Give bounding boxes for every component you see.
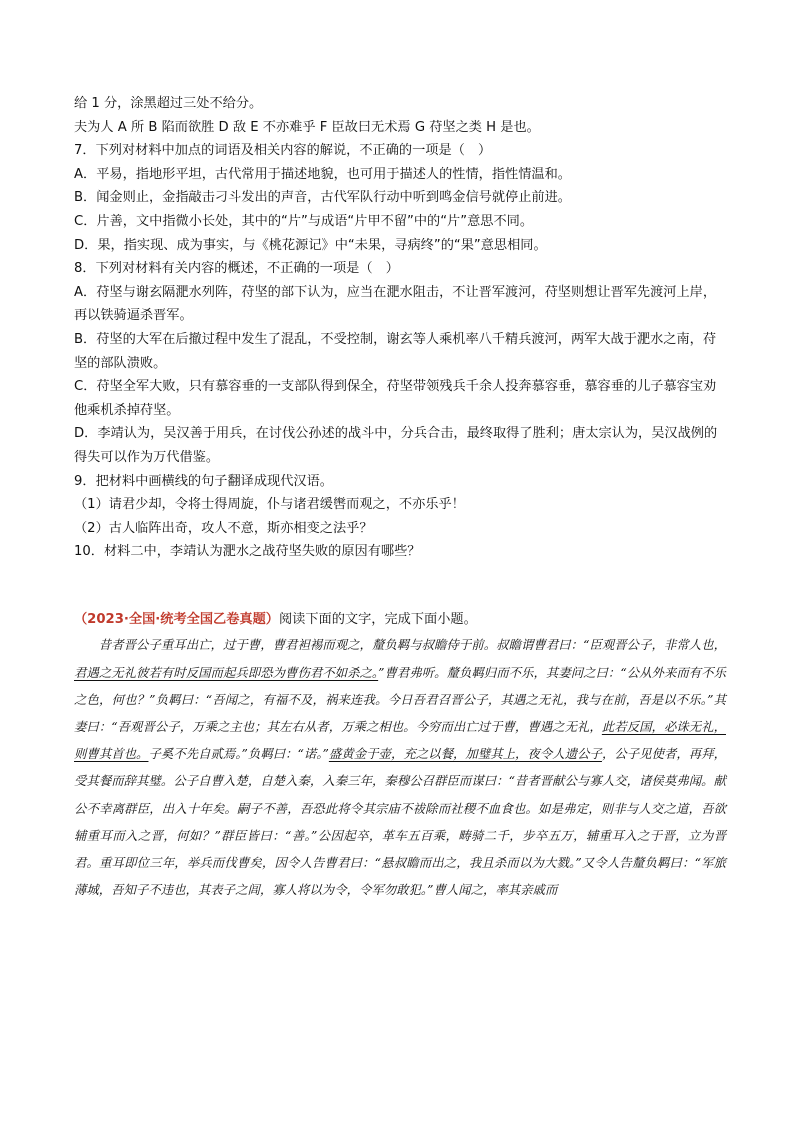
underlined-sentence-1: 君遇之无礼彼若有时反国而起兵即恐为曹伤君不如杀之。	[74, 664, 379, 680]
question-8-option-c: C．苻坚全军大败，只有慕容垂的一支部队得到保全，苻坚带领残兵千余人投奔慕容垂，慕容垂的儿子慕容宝劝他乘机杀掉苻坚。	[74, 379, 717, 418]
question-8-option-d: D．李靖认为，吴汉善于用兵，在讨伐公孙述的战斗中，分兵合击，最终取得了胜利；唐太宗认为，吴汉战例的得失可以作为万代借鉴。	[74, 426, 718, 465]
section-gap	[74, 564, 726, 608]
question-7-option-c: C．片善，文中指微小长处，其中的“片”与成语“片甲不留”中的“片”意思不同。	[74, 213, 534, 229]
question-7-option-b: B．闻金则止，金指敲击刁斗发出的声音，古代军队行动中听到鸣金信号就停止前进。	[74, 190, 571, 206]
source-line	[74, 608, 726, 632]
question-8-option-a: A．苻坚与谢玄隔淝水列阵，苻坚的部下认为，应当在淝水阻击，不让晋军渡河，苻坚则想让晋军先渡河上岸，再以铁骑逼杀晋军。	[74, 284, 717, 324]
passage-text-2: ”曹君弗听。釐负羁归而不乐，其妻问之曰：“公从外来而有不乐之色，何也？”负羁曰：“吾闻之，有福不及，祸来连我。今日吾君召晋公子，其遇之无礼，我与在前，吾是以不乐。”其妻曰：“吾观晋公子，万乘之主也；其左右从者，万乘之相也。今穷而出亡过于曹，曹遇之无礼，	[74, 664, 726, 735]
question-8-option-b: B．苻坚的大军在后撤过程中发生了混乱，不受控制，谢玄等人乘机率八千精兵渡河，两军大战于淝水之南，苻坚的部队溃败。	[74, 331, 717, 371]
passage-text-3: 子奚不先自贰焉。”负羁曰：“诺。”	[148, 746, 329, 762]
question-7-stem: 7．下列对材料中加点的词语及相关内容的解说，不正确的一项是（ ）	[74, 143, 492, 159]
question-9-stem: 9．把材料中画横线的句子翻译成现代汉语。	[74, 473, 333, 489]
source-tag: （2023·全国·统考全国乙卷真题）	[74, 611, 279, 627]
question-section	[74, 92, 726, 904]
question-7-option-d: D．果，指实现、成为事实，与《桃花源记》中“未果，寻病终”的“果”意思相同。	[74, 237, 547, 253]
underlined-sentence-2: 此若反国，必诛无礼，则曹其首也。	[74, 719, 726, 762]
passage-text-1: 昔者晋公子重耳出亡，过于曹，曹君袒裼而观之，釐负羁与叔瞻侍于前。叔瞻谓曹君曰：“臣观晋公子，非常人也，	[98, 637, 726, 653]
question-7-option-a: A．平易，指地形平坦，古代常用于描述地貌，也可用于描述人的性情，指性情温和。	[74, 166, 571, 182]
segmentation-sentence: 夫为人 A 所 B 陷而欲胜 D 敌 E 不亦难乎 F 臣故曰无术焉 G 苻坚之类 H 是也。	[74, 119, 540, 135]
source-instruction: 阅读下面的文字，完成下面小题。	[278, 611, 477, 627]
classical-passage	[74, 631, 726, 903]
question-9-item-1: （1）请君少却，令将士得周旋，仆与诸君缓辔而观之，不亦乐乎！	[74, 497, 465, 513]
passage-text-4: ，公子见使者，再拜，受其餐而辞其璧。公子自曹入楚，自楚入秦，入秦三年，秦穆公召群臣而谋曰：“昔者晋献公与寡人交，诸侯莫弗闻。献公不幸离群臣，出入十年矣。嗣子不善，吾恐此将令其宗庙不祓除而社稷不血食也。如是弗定，则非与人交之道，吾欲辅重耳而入之晋，何如？”群臣皆曰：“善。”公因起卒，革车五百乘，畴骑二千，步卒五万，辅重耳入之于晋，立为晋君。重耳即位三年，举兵而伐曹矣，因令人告曹君曰：“悬叔瞻而出之，我且杀而以为大戮。”又令人告釐负羁曰：“军旅薄城，吾知子不违也，其表子之闾，寡人将以为令，令军勿敢犯。”曹人闻之，率其亲戚而	[74, 746, 727, 898]
passage-paragraph	[74, 631, 726, 903]
question-9-item-2: （2）古人临阵出奇，攻人不意，斯亦相变之法乎？	[74, 520, 373, 536]
question-8-stem: 8．下列对材料有关内容的概述，不正确的一项是（ ）	[74, 261, 399, 277]
scoring-note: 给 1 分，涂黑超过三处不给分。	[74, 96, 263, 111]
underlined-sentence-3: 盛黄金于壶，充之以餐，加璧其上，夜令人遗公子	[328, 746, 602, 762]
question-10-stem: 10．材料二中，李靖认为淝水之战苻坚失败的原因有哪些？	[74, 544, 421, 560]
